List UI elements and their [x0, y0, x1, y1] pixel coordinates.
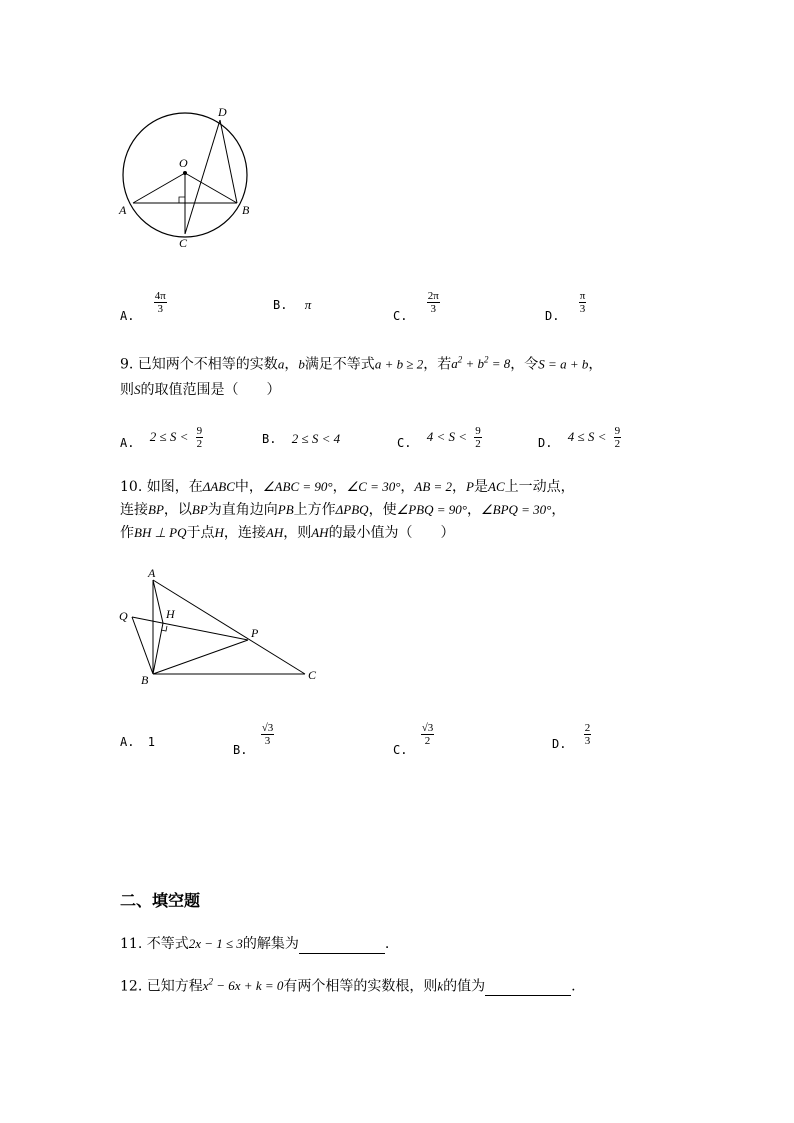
line-QB: [132, 617, 153, 674]
line-BP: [153, 640, 248, 674]
line-OA: [133, 173, 185, 203]
q10-option-a[interactable]: A. 1: [120, 735, 155, 749]
label-B: B: [242, 203, 250, 217]
q10-option-c[interactable]: C. $\frac{√3}{2}$: [393, 722, 434, 757]
line-AC: [153, 580, 305, 674]
q9-option-d[interactable]: D. 4 ≤ S < $\frac{9}{2}$: [538, 425, 621, 450]
line-BH: [153, 623, 163, 674]
q8-option-b[interactable]: B. π: [273, 297, 312, 312]
line-AH: [153, 580, 163, 623]
q12-stem: 12. 已知方程$x^2 - 6x + k = 0$有两个相等的实数根，则k的值为 .: [120, 977, 576, 995]
q11-stem: 11. 不等式2x − 1 ≤ 3的解集为 .: [120, 936, 390, 952]
q9-option-b[interactable]: B. 2 ≤ S < 4: [262, 431, 341, 446]
label-B: B: [141, 673, 149, 687]
label-P: P: [251, 626, 259, 640]
label-H: H: [166, 607, 175, 621]
label-O: O: [179, 156, 188, 170]
label-Q: Q: [119, 609, 128, 623]
q10-stem-line2: 连接BP，以BP为直角边向PB上方作ΔPBQ，使∠PBQ = 90°，∠BPQ = 30°，: [120, 502, 566, 518]
q8-option-d[interactable]: D. $\frac{\pi}{3}$: [545, 290, 586, 323]
center-point: [183, 171, 187, 175]
circle-figure: [110, 100, 290, 260]
q10-stem-line3: 作BH ⊥ PQ于点H，连接AH，则AH的最小值为（ ）: [120, 525, 455, 541]
section-title: 二、填空题: [120, 891, 201, 910]
label-D: D: [218, 105, 227, 119]
q8-option-a[interactable]: A. $\frac{4\pi}{3}$: [120, 290, 166, 323]
q9-option-c[interactable]: C. 4 < S < $\frac{9}{2}$: [397, 425, 481, 450]
line-DB: [220, 120, 237, 203]
q10-option-b[interactable]: B. $\frac{√3}{3}$: [233, 722, 274, 757]
line-DC: [185, 120, 220, 234]
q12-answer-blank[interactable]: [485, 981, 571, 996]
q9-stem-line2: 则S的取值范围是（ ）: [120, 382, 281, 398]
q11-answer-blank[interactable]: [299, 939, 385, 954]
triangle-figure: [110, 560, 330, 695]
q9-option-a[interactable]: A. 2 ≤ S < $\frac{9}{2}$: [120, 425, 203, 450]
q10-stem-line1: 10. 如图，在ΔABC中，∠ABC = 90°，∠C = 30°，AB = 2，P是AC上一动点，: [120, 479, 575, 495]
right-angle-mark: [179, 197, 185, 203]
line-OB: [185, 173, 237, 203]
q9-stem-line1: 9. 已知两个不相等的实数a，b满足不等式a + b ≥ 2，若$a^2 + b^2 = 8$，令S = a + b，: [120, 355, 603, 373]
label-C: C: [179, 236, 188, 250]
label-A: A: [119, 203, 127, 217]
q8-option-c[interactable]: C. $\frac{2\pi}{3}$: [393, 290, 439, 323]
label-A: A: [148, 566, 156, 580]
q10-option-d[interactable]: D. $\frac{2}{3}$: [552, 722, 591, 751]
label-C: C: [308, 668, 317, 682]
